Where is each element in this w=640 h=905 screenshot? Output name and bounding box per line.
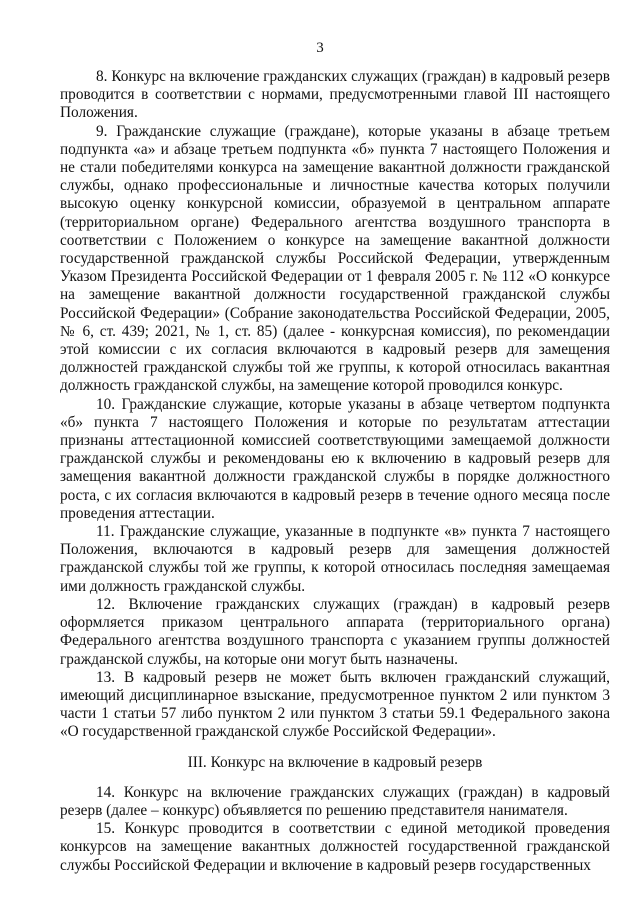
paragraph-14: 14. Конкурс на включение гражданских служащих (граждан) в кадровый резерв (далее – конкурс) объявляется по решению представителя нанимателя. — [60, 783, 610, 819]
paragraph-15: 15. Конкурс проводится в соответствии с единой методикой проведения конкурсов на замещение вакантных должностей государственной гражданской службы Российской Федерации и включение в кадровый резерв государственных — [60, 820, 610, 874]
page-number: 3 — [316, 40, 324, 56]
paragraph-12: 12. Включение гражданских служащих (граждан) в кадровый резерв оформляется приказом центрального аппарата (территориального органа) Федерального агентства воздушного транспорта с указанием группы должностей гражданской службы, на которые они могут быть назначены. — [60, 595, 610, 668]
document-body — [60, 68, 610, 875]
paragraph-9: 9. Гражданские служащие (граждане), которые указаны в абзаце третьем подпункта «а» и абзаце третьем подпункта «б» пункта 7 настоящего Положения и не стали победителями конкурса на замещение вакантной должности гражданской службы, однако профессиональные и личностные качества которых получили высокую оценку конкурсной комиссии, образуемой в центральном аппарате (территориальном органе) Федерального агентства воздушного транспорта в соответствии с Положением о конкурсе на замещение вакантной должности государственной гражданской службы Российской Федерации, утвержденным Указом Президента Российской Федерации от 1 февраля 2005 г. № 112 «О конкурсе на замещение вакантной должности государственной гражданской службы Российской Федерации» (Собрание законодательства Российской Федерации, 2005, № 6, ст. 439; 2021, № 1, ст. 85) (далее - конкурсная комиссия), по рекомендации этой комиссии с их согласия включаются в кадровый резерв для замещения должностей гражданской службы той же группы, к которой относилась вакантная должность гражданской службы, на замещение которой проводился конкурс. — [60, 122, 610, 395]
section-heading: III. Конкурс на включение в кадровый резерв — [187, 753, 483, 771]
paragraph-8: 8. Конкурс на включение гражданских служащих (граждан) в кадровый резерв проводится в соответствии с нормами, предусмотренными главой III настоящего Положения. — [60, 68, 610, 122]
paragraph-11: 11. Гражданские служащие, указанные в подпункте «в» пункта 7 настоящего Положения, включаются в кадровый резерв для замещения должностей гражданской службы той же группы, к которой относилась последняя замещаемая ими должность гражданской службы. — [60, 523, 610, 595]
paragraph-10: 10. Гражданские служащие, которые указаны в абзаце четвертом подпункта «б» пункта 7 настоящего Положения и которые по результатам аттестации признаны аттестационной комиссией соответствующими замещаемой должности гражданской службы и рекомендованы ею к включению в кадровый резерв для замещения вакантной должности гражданской службы в порядке должностного роста, с их согласия включаются в кадровый резерв в течение одного месяца после проведения аттестации. — [60, 395, 610, 522]
paragraph-13: 13. В кадровый резерв не может быть включен гражданский служащий, имеющий дисциплинарное взыскание, предусмотренное пунктом 2 или пунктом 3 части 1 статьи 57 либо пунктом 2 или пунктом 3 статьи 59.1 Федерального закона «О государственной гражданской службе Российской Федерации». — [60, 668, 610, 741]
